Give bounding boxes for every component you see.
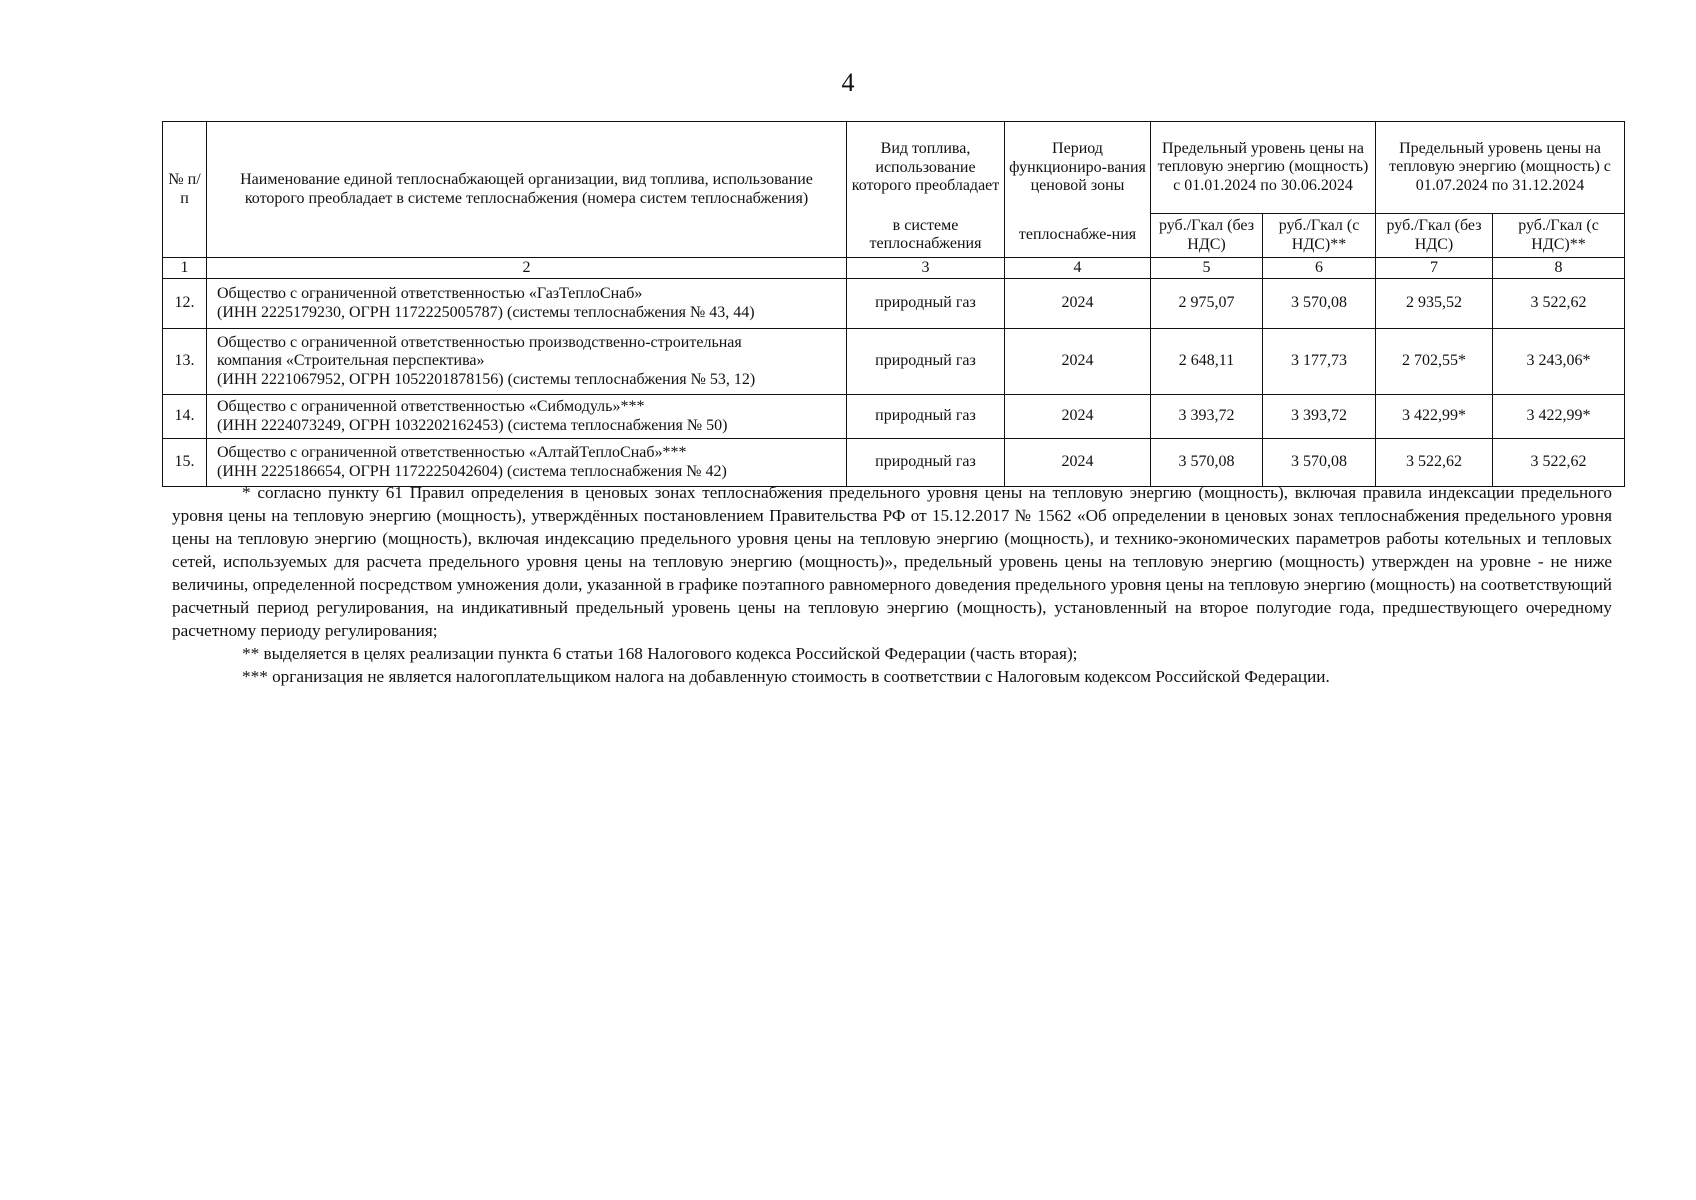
fuel-cell: природный газ: [847, 279, 1005, 329]
period-cell: 2024: [1005, 329, 1151, 395]
col-number: 8: [1493, 258, 1625, 279]
price-h2-no-vat: 3 422,99*: [1376, 395, 1493, 439]
organization-line: Общество с ограниченной ответственностью производственно-строительная: [217, 333, 742, 351]
price-h2-vat: 3 522,62: [1493, 279, 1625, 329]
price-h1-no-vat: 3 393,72: [1151, 395, 1263, 439]
row-number: 12.: [163, 279, 207, 329]
price-h2-vat: 3 522,62: [1493, 439, 1625, 487]
header-num: № п/п: [163, 122, 207, 258]
fuel-cell: природный газ: [847, 439, 1005, 487]
price-h2-no-vat: 2 935,52: [1376, 279, 1493, 329]
col-number: 3: [847, 258, 1005, 279]
footnote-single-asterisk: * согласно пункту 61 Правил определения в ценовых зонах теплоснабжения предельного уровня цены на тепловую энергию (мощность), включая правила индексации предельного уровня цены на тепловую энергию (мощность), утверждённых постановлением Правительства РФ от 15.12.2017 № 1562 «Об определении в ценовых зонах теплоснабжения предельного уровня цены на тепловую энергию (мощность), включая индексацию предельного уровня цены на тепловую энергию (мощность), и технико-экономических параметров работы котельных и тепловых сетей, используемых для расчета предельного уровня цены на тепловую энергию (мощность)», предельный уровень цены на тепловую энергию (мощность) утвержден на уровне - не ниже величины, определенной посредством умножения доли, указанной в графике поэтапного равномерного доведения предельного уровня цены на тепловую энергию (мощность) на соответствующий расчетный период регулирования, на индикативный предельный уровень цены на тепловую энергию (мощность), установленный на второе полугодие года, предшествующего очередному расчетному периоду регулирования;: [172, 483, 1612, 640]
price-h1-vat: 3 570,08: [1263, 439, 1376, 487]
header-unit-vat-h2: руб./Гкал (с НДС)**: [1493, 214, 1625, 258]
period-cell: 2024: [1005, 439, 1151, 487]
price-h1-vat: 3 393,72: [1263, 395, 1376, 439]
header-fuel-top: Вид топлива, использование которого преобладает: [847, 122, 1005, 214]
header-period-bottom: теплоснабже-ния: [1005, 214, 1151, 258]
organization-cell: [207, 395, 847, 439]
col-number: 6: [1263, 258, 1376, 279]
footnote-triple-asterisk: *** организация не является налогоплательщиком налога на добавленную стоимость в соответствии с Налоговым кодексом Российской Федерации.: [242, 667, 1330, 686]
page-number: 4: [841, 68, 855, 97]
header-unit-no-vat-h2: руб./Гкал (без НДС): [1376, 214, 1493, 258]
price-h2-no-vat: 2 702,55*: [1376, 329, 1493, 395]
row-number: 15.: [163, 439, 207, 487]
col-number: 4: [1005, 258, 1151, 279]
table-row: [163, 279, 1625, 329]
footnote-double-asterisk: ** выделяется в целях реализации пункта 6 статьи 168 Налогового кодекса Российской Федерации (часть вторая);: [242, 644, 1078, 663]
organization-line: (ИНН 2225179230, ОГРН 1172225005787) (системы теплоснабжения № 43, 44): [217, 303, 755, 321]
header-unit-no-vat-h1: руб./Гкал (без НДС): [1151, 214, 1263, 258]
price-h2-vat: 3 422,99*: [1493, 395, 1625, 439]
organization-line: (ИНН 2225186654, ОГРН 1172225042604) (система теплоснабжения № 42): [217, 462, 727, 480]
price-h1-no-vat: 3 570,08: [1151, 439, 1263, 487]
table-row: [163, 395, 1625, 439]
price-table: [162, 121, 1625, 487]
header-fuel-bottom: в системе теплоснабжения: [847, 214, 1005, 258]
price-h1-vat: 3 570,08: [1263, 279, 1376, 329]
header-price-h2: Предельный уровень цены на тепловую энергию (мощность) с 01.07.2024 по 31.12.2024: [1376, 122, 1625, 214]
organization-cell: [207, 329, 847, 395]
column-number-row: [163, 258, 1625, 279]
table-row: [163, 439, 1625, 487]
organization-line: компания «Строительная перспектива»: [217, 352, 485, 370]
header-row-top: [163, 122, 1625, 214]
footnotes: [172, 481, 1612, 688]
organization-line: Общество с ограниченной ответственностью «АлтайТеплоСнаб»***: [217, 444, 687, 462]
price-h1-no-vat: 2 975,07: [1151, 279, 1263, 329]
organization-line: (ИНН 2224073249, ОГРН 1032202162453) (система теплоснабжения № 50): [217, 416, 728, 434]
period-cell: 2024: [1005, 279, 1151, 329]
row-number: 14.: [163, 395, 207, 439]
row-number: 13.: [163, 329, 207, 395]
col-number: 7: [1376, 258, 1493, 279]
organization-cell: [207, 279, 847, 329]
header-price-h1: Предельный уровень цены на тепловую энергию (мощность) с 01.01.2024 по 30.06.2024: [1151, 122, 1376, 214]
table-row: [163, 329, 1625, 395]
col-number: 2: [207, 258, 847, 279]
period-cell: 2024: [1005, 395, 1151, 439]
price-h2-vat: 3 243,06*: [1493, 329, 1625, 395]
organization-cell: [207, 439, 847, 487]
organization-line: Общество с ограниченной ответственностью «ГазТеплоСнаб»: [217, 285, 643, 303]
col-number: 1: [163, 258, 207, 279]
price-h1-vat: 3 177,73: [1263, 329, 1376, 395]
organization-line: Общество с ограниченной ответственностью «Сибмодуль»***: [217, 398, 645, 416]
col-number: 5: [1151, 258, 1263, 279]
header-name: Наименование единой теплоснабжающей организации, вид топлива, использование которого преобладает в системе теплоснабжения (номера систем теплоснабжения): [207, 122, 847, 258]
price-h1-no-vat: 2 648,11: [1151, 329, 1263, 395]
header-unit-vat-h1: руб./Гкал (с НДС)**: [1263, 214, 1376, 258]
fuel-cell: природный газ: [847, 329, 1005, 395]
organization-line: (ИНН 2221067952, ОГРН 1052201878156) (системы теплоснабжения № 53, 12): [217, 370, 756, 388]
header-period-top: Период функциониро-вания ценовой зоны: [1005, 122, 1151, 214]
fuel-cell: природный газ: [847, 395, 1005, 439]
price-h2-no-vat: 3 522,62: [1376, 439, 1493, 487]
